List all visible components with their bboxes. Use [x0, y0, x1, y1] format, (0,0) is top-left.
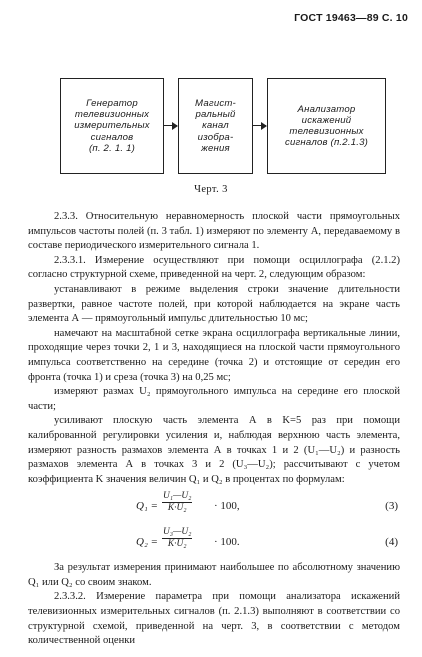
block-line: изобра- — [197, 131, 234, 143]
formula-q1 — [28, 491, 400, 523]
generator-block — [60, 78, 164, 174]
paragraph: намечают на масштабной сетке экрана осциллографа вертикальные линии, проходящие через точки 2, 1 и 3, находящиеся на плоской части прямоугольного импульса соответственно на середине (точка 2) и отстоящие от середин его фронта (точка 1) и среза (точка 3) на 0,25 мс; — [28, 327, 400, 383]
formula-denominator: K·U₂ — [167, 503, 187, 514]
formula-q2 — [28, 527, 400, 559]
block-line: канал — [202, 120, 229, 132]
body-text — [28, 210, 400, 649]
paragraph: За результат измерения принимают наибольшее по абсолютному значению Q₁ или Q₂ со своим знаком. — [28, 562, 400, 588]
block-line: (п. 2. 1. 1) — [88, 142, 136, 154]
channel-block — [178, 78, 253, 174]
paragraph: 2.3.3. Относительную неравномерность плоской части прямоугольных импульсов частоты полей (п. 3 табл. 1) измеряют по элементу А, передаваемому в составе периодического измерительного сигнала 1. — [28, 211, 400, 252]
block-line: искажений — [301, 114, 352, 126]
formula-fraction — [162, 527, 192, 550]
formula-denominator: K·U₂ — [167, 539, 187, 550]
formula-rhs: · 100, — [214, 500, 240, 513]
paragraph: устанавливают в режиме выделения строки значение длительности развертки, равное частоте полей, при которой наблюдается на экране часть элемента А — прямоугольный импульс длительностью 10 мс; — [28, 283, 400, 325]
equation-number: (4) — [385, 536, 398, 549]
block-line: Магист- — [195, 97, 236, 109]
block-line: Анализатор — [297, 103, 356, 115]
block-line: телевизионных — [74, 109, 150, 121]
block-line: телевизионных — [289, 126, 364, 137]
formula-fraction — [162, 491, 192, 514]
paragraph: 2.3.3.2. Измерение параметра при помощи анализатора искажений телевизионных измерительных сигналов (п. 2.1.3) выполняют в соответствии со структурной схемой, приведенной на черт. 3, в соответствии с методом количественной оценки — [28, 591, 400, 647]
formula-numerator: U₁—U₂ — [163, 491, 192, 502]
block-diagram — [60, 78, 386, 174]
paragraph: измеряют размах U₂ прямоугольного импульса на середине его плоской части; — [28, 386, 400, 412]
block-line: Генератор — [86, 97, 138, 109]
formula-numerator: U₃—U₂ — [163, 527, 192, 538]
paragraph: 2.3.3.1. Измерение осуществляют при помощи осциллографа (2.1.2) согласно структурной схеме, приведенной на черт. 2, следующим образом: — [28, 254, 400, 281]
formula-lhs: Q₂ = — [136, 536, 158, 549]
figure-caption: Черт. 3 — [194, 184, 228, 195]
block-line: измерительных — [74, 120, 150, 132]
formula-lhs: Q₁ = — [136, 500, 158, 513]
arrow-connector — [164, 125, 177, 126]
equation-number: (3) — [385, 500, 398, 513]
analyzer-block — [267, 78, 386, 174]
arrow-connector — [253, 125, 266, 126]
block-line: сигналов (п.2.1.3) — [284, 137, 369, 149]
paragraph: усиливают плоскую часть элемента А в K=5 раз при помощи калиброванной регулировки усиления и, наблюдая верхнюю часть элемента, измеряют разность размахов элемента А в точках 1 и 2 (U₁—U₂) и разность размахов элемента А в точках 3 и 2 (U₃—U₂); рассчитывают с учетом коэффициента K значения величин Q₁ и Q₂ в процентах по формулам: — [28, 415, 400, 485]
formula-rhs: · 100. — [214, 536, 240, 549]
block-line: ральный — [195, 109, 236, 121]
block-line: сигналов — [90, 131, 134, 143]
block-line: жения — [201, 142, 230, 154]
page-header: ГОСТ 19463—89 С. 10 — [294, 12, 408, 24]
